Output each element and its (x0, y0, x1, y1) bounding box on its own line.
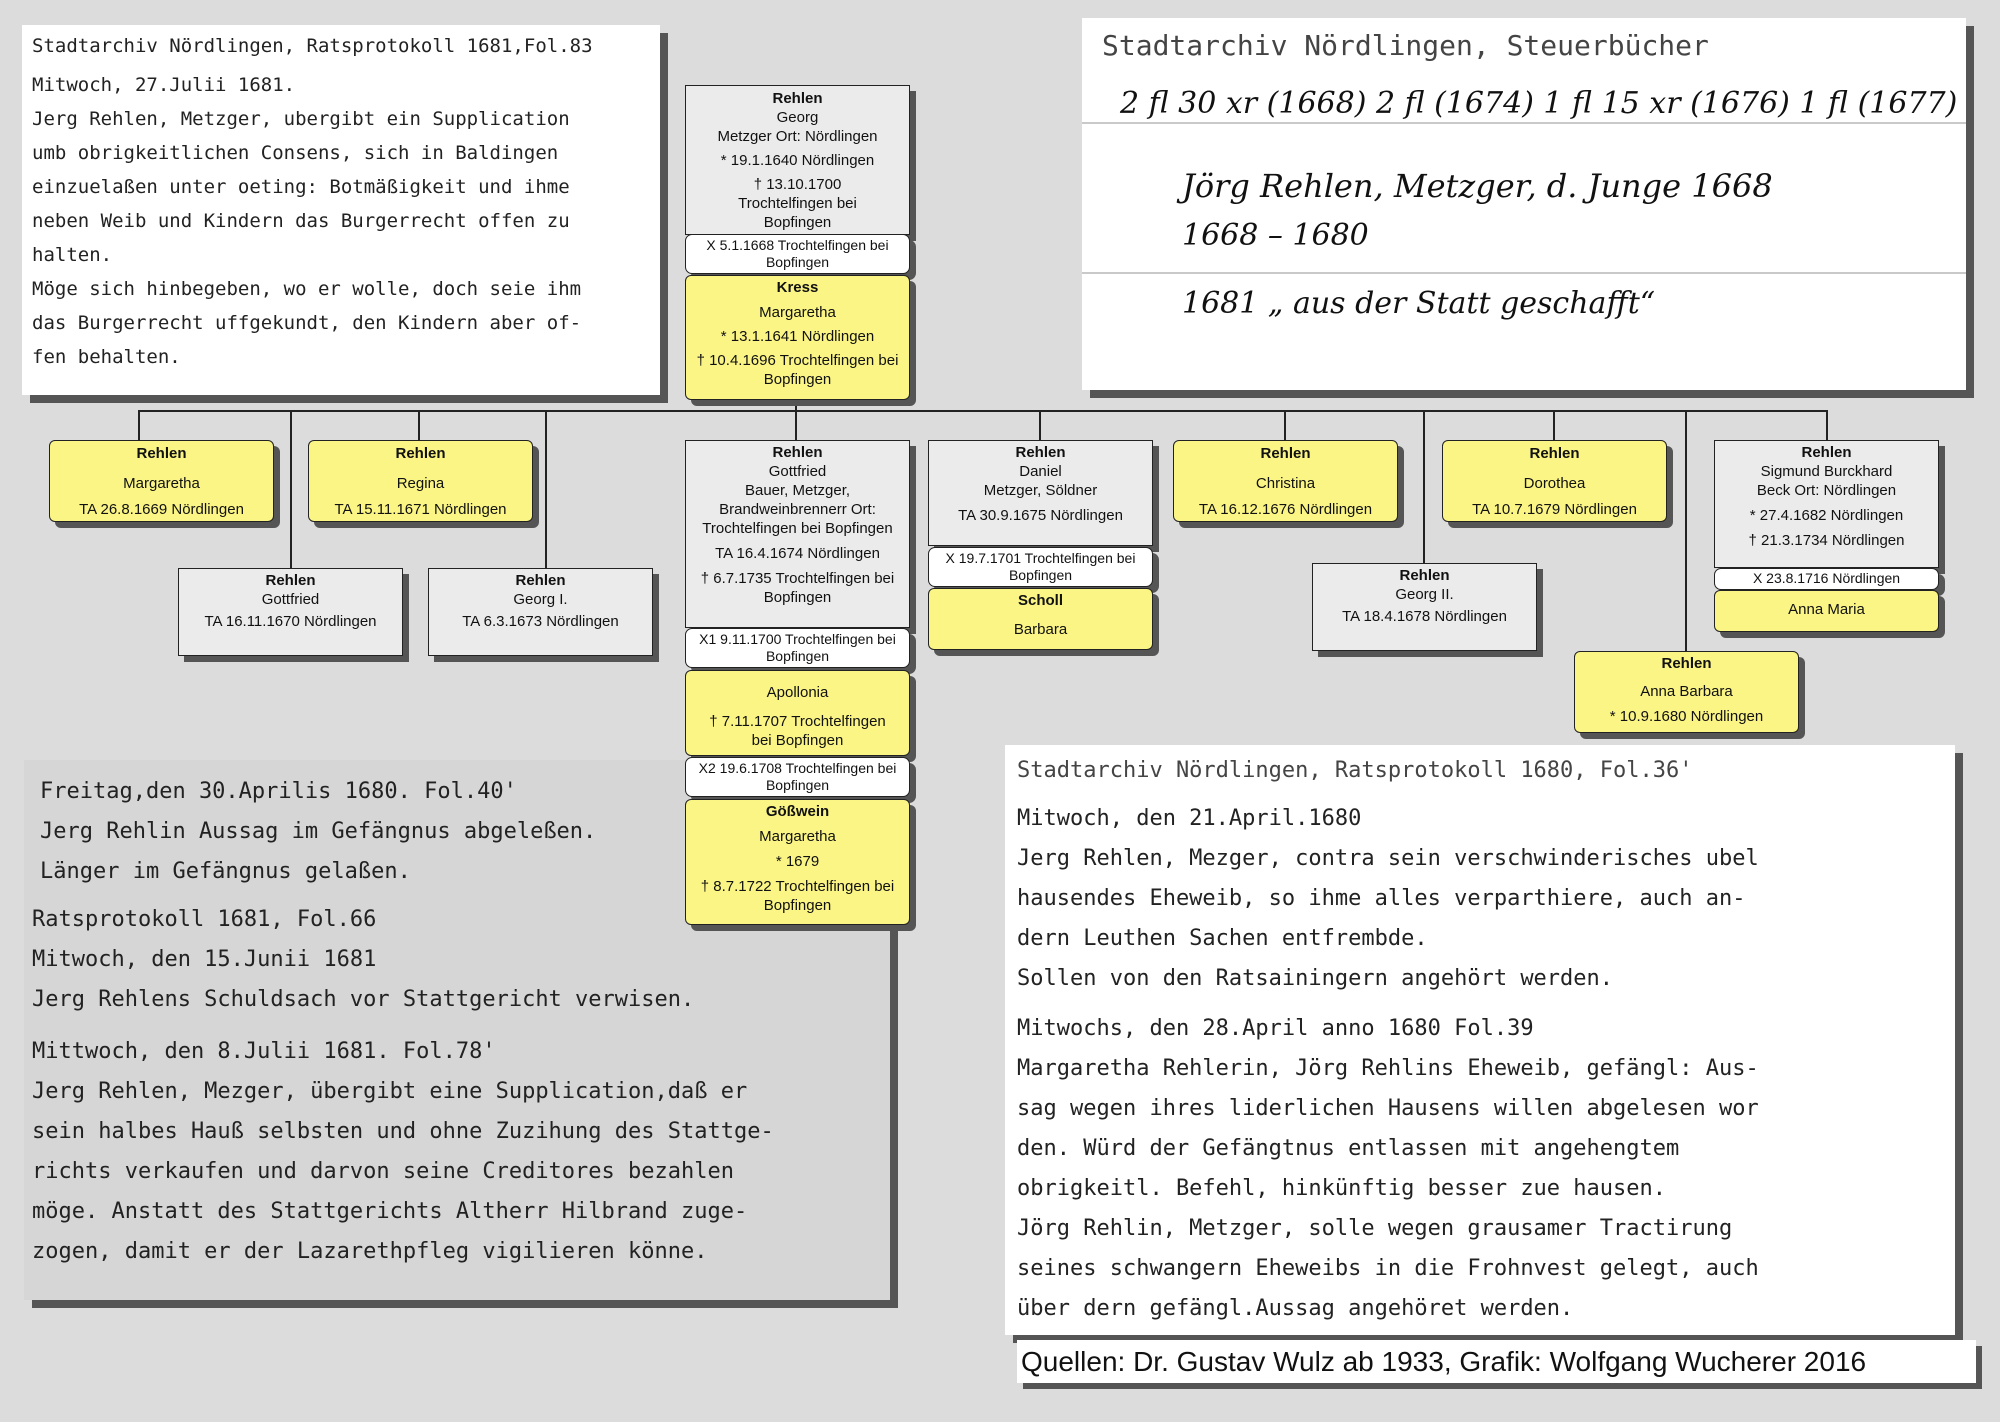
marriage-text: X1 9.11.1700 Trochtelfingen bei Bopfingen (699, 631, 896, 664)
doc-line: möge. Anstatt des Stattgerichts Altherr Hilbrand zuge- (32, 1199, 748, 1224)
doc-line: obrigkeitl. Befehl, hinkünftig besser zue hausen. (1017, 1176, 1667, 1201)
person-surname: Rehlen (515, 572, 566, 589)
person-line: TA 26.8.1669 Nördlingen (79, 501, 244, 518)
person-margaretha-kress (685, 275, 910, 400)
person-line: † 6.7.1735 Trochtelfingen bei Bopfingen (700, 570, 895, 606)
person-line: Bauer, Metzger, (744, 482, 851, 499)
person-line: † 10.4.1696 Trochtelfingen bei Bopfingen (696, 352, 899, 388)
doc-line: Mitwoch, den 15.Junii 1681 (32, 947, 377, 972)
person-georg-rehlen (685, 85, 910, 235)
person-line: TA 10.7.1679 Nördlingen (1472, 501, 1637, 518)
doc-line: richts verkaufen und darvon seine Creditores bezahlen (32, 1159, 734, 1184)
document-steuerbuecher (1082, 18, 1966, 390)
person-line: Christina (1255, 475, 1316, 492)
child-gottfried-1674-rehlen (685, 440, 910, 628)
marriage-text: X 5.1.1668 Trochtelfingen bei Bopfingen (706, 237, 889, 270)
person-line: * 1679 (775, 853, 820, 870)
person-surname: Rehlen (265, 572, 316, 589)
person-surname: Rehlen (1260, 445, 1311, 462)
person-surname: Rehlen (1661, 655, 1712, 672)
doc-line: seines schwangern Eheweibs in die Frohnvest gelegt, auch (1017, 1256, 1759, 1281)
person-surname: Rehlen (1529, 445, 1580, 462)
person-line: † 13.10.1700 Trochtelfingen bei Bopfingen (738, 176, 857, 231)
child-gottfried-1670-rehlen (178, 568, 403, 656)
person-line: TA 30.9.1675 Nördlingen (958, 507, 1123, 524)
person-line: Anna Barbara (1640, 683, 1733, 700)
connector-line (290, 410, 292, 570)
child-georg-i-rehlen (428, 568, 653, 656)
person-line: TA 16.4.1674 Nördlingen (715, 545, 880, 562)
doc-line: Jörg Rehlin, Metzger, solle wegen grausamer Tractirung (1017, 1216, 1733, 1241)
person-line: * 27.4.1682 Nördlingen (1749, 507, 1904, 524)
doc-line: einzuelaßen unter oeting: Botmäßigkeit und ihme (32, 176, 570, 198)
doc-line: dern Leuthen Sachen entfrembde. (1017, 926, 1428, 951)
person-line: TA 16.11.1670 Nördlingen (204, 613, 377, 630)
person-line: Dorothea (1523, 475, 1586, 492)
person-line: Daniel (1019, 463, 1062, 480)
person-line: Margaretha (123, 475, 200, 492)
handwritten-line: Jörg Rehlen, Metzger, d. Junge 1668 (1182, 167, 1773, 205)
doc-line: Jerg Rehlin Aussag im Gefängnus abgeleßen. (40, 819, 597, 844)
person-line: Trochtelfingen bei Bopfingen (702, 520, 893, 537)
person-line: TA 6.3.1673 Nördlingen (462, 613, 619, 630)
doc-line: Mitwoch, den 21.April.1680 (1017, 806, 1362, 831)
person-surname: Rehlen (772, 444, 823, 461)
child-georg-ii-rehlen (1312, 563, 1537, 651)
doc-line: sag wegen ihres liderlichen Hausens willen abgelesen wor (1017, 1096, 1759, 1121)
connector-line (138, 410, 1828, 412)
doc-line: Sollen von den Ratsainingern angehört werden. (1017, 966, 1614, 991)
handwritten-line: 1681 „ aus der Statt geschafft“ (1182, 286, 1656, 321)
person-line: * 10.9.1680 Nördlingen (1609, 708, 1764, 725)
doc-line: Jerg Rehlen, Metzger, ubergibt ein Supplication (32, 108, 570, 130)
doc-line: das Burgerrecht uffgekundt, den Kindern aber of- (32, 312, 582, 334)
handwritten-line: 2 fl 30 xr (1668) 2 fl (1674) 1 fl 15 xr (1676) 1 fl (1677) (1120, 86, 1958, 121)
marriage-label (1714, 568, 1939, 590)
connector-line (1685, 410, 1687, 652)
doc-line: Länger im Gefängnus gelaßen. (40, 859, 411, 884)
doc-line: Ratsprotokoll 1681, Fol.66 (32, 907, 377, 932)
person-line: Georg II. (1395, 586, 1454, 603)
person-surname: Gößwein (765, 803, 830, 820)
person-line: † 7.11.1707 Trochtelfingen bei Bopfingen (709, 713, 886, 749)
person-line: Apollonia (766, 684, 829, 701)
person-line: Georg (776, 109, 819, 126)
person-line: Georg I. (513, 591, 568, 608)
connector-line (138, 410, 140, 440)
marriage-label (685, 628, 910, 668)
person-surname: Rehlen (136, 445, 187, 462)
marriage-label (928, 547, 1153, 587)
person-line: Gottfried (261, 591, 320, 608)
doc-line: fen behalten. (32, 346, 181, 368)
person-line: Brandweinbrennerr Ort: (719, 501, 876, 518)
doc-line: Mitwoch, 27.Julii 1681. (32, 74, 296, 96)
person-surname: Scholl (1017, 592, 1063, 609)
person-line: TA 18.4.1678 Nördlingen (1342, 608, 1507, 625)
document-ratsprotokoll-1680-fol36 (1005, 745, 1955, 1335)
marriage-text: X2 19.6.1708 Trochtelfingen bei Bopfingen (698, 760, 897, 793)
person-line: * 19.1.1640 Nördlingen (720, 152, 875, 169)
doc-line: über dern gefängl.Aussag angehöret werden. (1017, 1296, 1574, 1321)
person-line: Metzger, Söldner (983, 482, 1098, 499)
connector-line (1039, 410, 1041, 440)
person-line: † 8.7.1722 Trochtelfingen bei Bopfingen (700, 878, 895, 914)
person-line: Regina (396, 475, 445, 492)
spouse-apollonia (685, 670, 910, 756)
person-surname: Rehlen (1801, 444, 1852, 461)
person-line: Margaretha (759, 304, 836, 321)
doc-line: Jerg Rehlen, Mezger, übergibt eine Supplication,daß er (32, 1079, 748, 1104)
child-christina-rehlen (1173, 440, 1398, 522)
doc-line: zogen, damit er der Lazarethpfleg vigilieren könne. (32, 1239, 708, 1264)
connector-line (1423, 410, 1425, 565)
doc-line: Möge sich hinbegeben, wo er wolle, doch seie ihm (32, 278, 582, 300)
person-surname: Rehlen (1015, 444, 1066, 461)
person-line: Anna Maria (1788, 601, 1865, 618)
spouse-barbara-scholl (928, 588, 1153, 650)
spouse-anna-maria (1714, 590, 1939, 632)
child-margaretha-rehlen (49, 440, 274, 522)
doc-title: Stadtarchiv Nördlingen, Steuerbücher (1102, 29, 1709, 62)
handwritten-line: 1668 – 1680 (1182, 218, 1369, 253)
doc-line: Jerg Rehlens Schuldsach vor Stattgericht verwisen. (32, 987, 695, 1012)
doc-line: Mittwoch, den 8.Julii 1681. Fol.78' (32, 1039, 496, 1064)
doc-line: neben Weib und Kindern das Burgerrecht offen zu (32, 210, 570, 232)
connector-line (545, 410, 547, 570)
person-surname: Rehlen (1399, 567, 1450, 584)
connector-line (1284, 410, 1286, 440)
doc-line: Freitag,den 30.Aprilis 1680. Fol.40' (40, 779, 517, 804)
doc-line: hausendes Eheweib, so ihme alles verparthiere, auch an- (1017, 886, 1746, 911)
marriage-text: X 19.7.1701 Trochtelfingen bei Bopfingen (945, 550, 1136, 583)
marriage-label (685, 234, 910, 274)
doc-line: Stadtarchiv Nördlingen, Ratsprotokoll 1680, Fol.36' (1017, 758, 1693, 783)
doc-line: den. Würd der Gefängtnus entlassen mit angehengtem (1017, 1136, 1680, 1161)
person-line: TA 16.12.1676 Nördlingen (1198, 501, 1373, 518)
person-line: Sigmund Burckhard (1760, 463, 1893, 480)
child-anna-barbara-rehlen (1574, 651, 1799, 733)
doc-line: Stadtarchiv Nördlingen, Ratsprotokoll 1681,Fol.83 (32, 35, 593, 57)
document-ratsprotokoll-1681-fol83 (22, 25, 660, 395)
person-line: TA 15.11.1671 Nördlingen (334, 501, 507, 518)
connector-line (418, 410, 420, 440)
child-regina-rehlen (308, 440, 533, 522)
connector-line (795, 410, 797, 440)
connector-line (1553, 410, 1555, 440)
person-line: * 13.1.1641 Nördlingen (720, 328, 875, 345)
person-line: Metzger Ort: Nördlingen (717, 128, 878, 145)
person-line: Beck Ort: Nördlingen (1756, 482, 1897, 499)
person-surname: Kress (776, 279, 819, 296)
child-dorothea-rehlen (1442, 440, 1667, 522)
child-daniel-rehlen (928, 440, 1153, 546)
person-line: Margaretha (759, 828, 836, 845)
person-line: Gottfried (768, 463, 827, 480)
doc-line: sein halbes Hauß selbsten und ohne Zuzihung des Stattge- (32, 1119, 774, 1144)
doc-line: Mitwochs, den 28.April anno 1680 Fol.39 (1017, 1016, 1534, 1041)
person-line: Barbara (1013, 621, 1068, 638)
connector-line (1826, 410, 1828, 440)
person-surname: Rehlen (395, 445, 446, 462)
doc-line: Jerg Rehlen, Mezger, contra sein verschwinderisches ubel (1017, 846, 1759, 871)
doc-line: halten. (32, 244, 113, 266)
doc-line: umb obrigkeitlichen Consens, sich in Baldingen (32, 142, 559, 164)
marriage-text: X 23.8.1716 Nördlingen (1752, 570, 1901, 586)
person-line: † 21.3.1734 Nördlingen (1748, 532, 1905, 549)
source-credit: Quellen: Dr. Gustav Wulz ab 1933, Grafik: Wolfgang Wucherer 2016 (1017, 1340, 1976, 1383)
person-surname: Rehlen (772, 90, 823, 107)
doc-line: Margaretha Rehlerin, Jörg Rehlins Eheweib, gefängl: Aus- (1017, 1056, 1759, 1081)
child-sigmund-burckhard-rehlen (1714, 440, 1939, 568)
spouse-margaretha-goesswein (685, 799, 910, 925)
marriage-label (685, 757, 910, 797)
